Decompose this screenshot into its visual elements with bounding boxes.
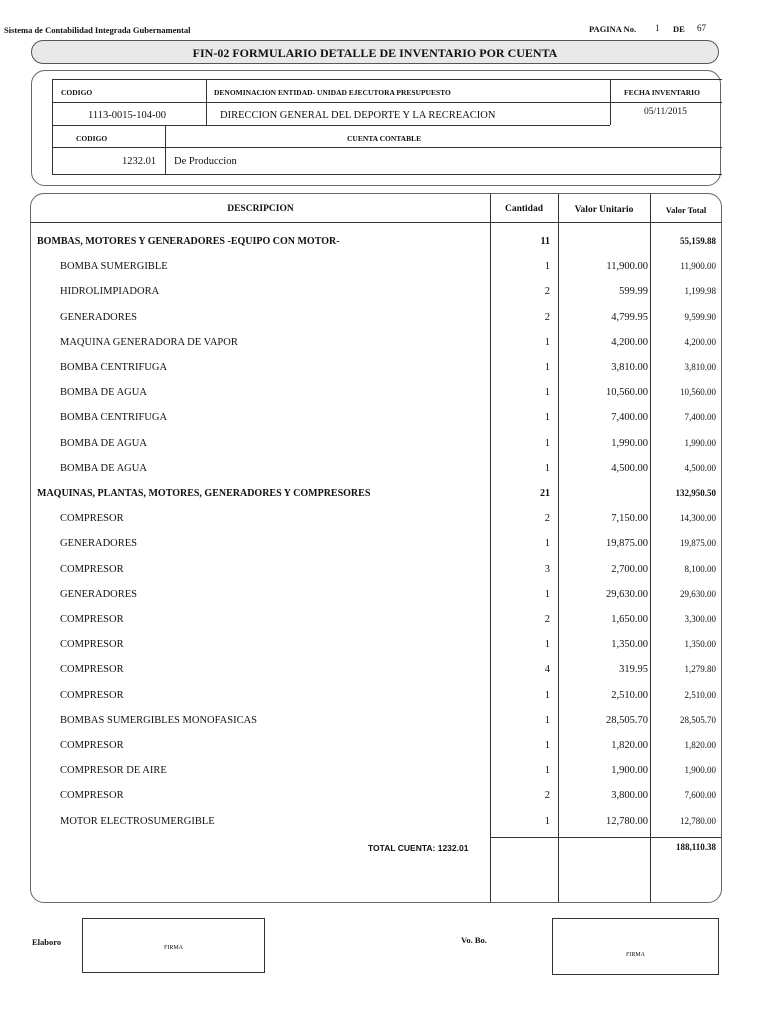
item-quantity: 1 — [544, 765, 550, 777]
item-description: BOMBA DE AGUA — [60, 437, 147, 449]
item-quantity: 2 — [544, 614, 550, 625]
item-unit-value: 1,990.00 — [611, 437, 648, 449]
form-title: FIN-02 FORMULARIO DETALLE DE INVENTARIO POR CUENTA — [192, 46, 558, 60]
item-quantity: 4 — [544, 664, 550, 676]
grid-line — [52, 79, 610, 80]
item-quantity: 3 — [544, 563, 550, 575]
prepared-by-label: Elaboro — [32, 937, 62, 947]
item-total-value: 7,600.00 — [684, 790, 716, 801]
account-total-label: TOTAL CUENTA: 1232.01 — [368, 843, 469, 853]
page-of-label: DE — [673, 24, 685, 34]
item-total-value: 1,820.00 — [684, 740, 716, 750]
account-code-label: CODIGO — [76, 134, 108, 143]
item-description: COMPRESOR — [60, 513, 124, 525]
table-row — [0, 538, 770, 563]
item-quantity: 1 — [544, 689, 550, 701]
table-row — [0, 715, 770, 740]
item-total-value: 3,810.00 — [684, 362, 716, 372]
item-unit-value: 3,810.00 — [611, 362, 648, 373]
item-quantity: 1 — [544, 815, 550, 827]
signature-caption: FIRMA — [625, 952, 645, 958]
item-quantity: 1 — [544, 387, 550, 399]
item-total-value: 1,990.00 — [684, 437, 716, 448]
item-unit-value: 10,560.00 — [606, 387, 648, 399]
item-total-value: 3,300.00 — [684, 614, 716, 624]
grid-line — [52, 147, 722, 148]
approved-by-label: Vo. Bo. — [461, 935, 487, 945]
column-header-unit-value: Valor Unitario — [574, 205, 634, 215]
page-label: PAGINA No. — [589, 24, 637, 34]
item-total-value: 132,950.50 — [675, 488, 716, 498]
item-description: HIDROLIMPIADORA — [60, 286, 160, 298]
table-row — [0, 387, 770, 412]
item-unit-value: 28,505.70 — [606, 714, 648, 726]
item-description: COMPRESOR — [60, 790, 124, 802]
item-total-value: 4,500.00 — [684, 462, 716, 473]
item-quantity: 1 — [544, 462, 550, 474]
column-header-description: DESCRIPCION — [227, 204, 294, 214]
account-code: 1232.01 — [122, 156, 157, 167]
table-row — [0, 639, 770, 664]
item-quantity: 21 — [540, 488, 550, 499]
grid-line — [52, 174, 722, 175]
page-number: 1 — [655, 23, 660, 33]
column-header-total-value: Valor Total — [665, 205, 707, 215]
item-unit-value: 2,700.00 — [611, 563, 648, 575]
item-description: COMPRESOR DE AIRE — [60, 765, 167, 777]
entity-code-label: CODIGO — [61, 88, 93, 97]
item-total-value: 29,630.00 — [680, 588, 716, 599]
entity-name: DIRECCION GENERAL DEL DEPORTE Y LA RECREACION — [220, 110, 496, 121]
table-row — [0, 261, 770, 286]
item-quantity: 1 — [544, 412, 550, 424]
grid-line — [52, 79, 53, 174]
item-quantity: 1 — [544, 714, 550, 726]
item-description: MAQUINAS, PLANTAS, MOTORES, GENERADORES Y COMPRESORES — [37, 488, 371, 499]
item-total-value: 1,279.80 — [684, 664, 716, 675]
account-total-value: 188,110.38 — [675, 842, 716, 852]
signature-caption: FIRMA — [163, 945, 183, 951]
item-total-value: 1,900.00 — [684, 765, 716, 776]
item-unit-value: 1,820.00 — [611, 740, 648, 751]
item-description: GENERADORES — [60, 588, 138, 600]
item-total-value: 11,900.00 — [680, 261, 716, 272]
item-description: MOTOR ELECTROSUMERGIBLE — [60, 815, 215, 827]
account-name: De Produccion — [174, 156, 237, 167]
grid-line — [52, 102, 722, 103]
item-unit-value: 2,510.00 — [611, 689, 648, 701]
item-total-value: 2,510.00 — [684, 689, 716, 700]
item-description: BOMBA DE AGUA — [60, 387, 147, 399]
item-description: BOMBAS SUMERGIBLES MONOFASICAS — [60, 714, 258, 726]
item-quantity: 2 — [544, 790, 550, 802]
item-description: COMPRESOR — [60, 740, 124, 751]
item-quantity: 2 — [544, 311, 550, 323]
item-quantity: 11 — [540, 236, 550, 247]
inventory-date: 05/11/2015 — [644, 107, 687, 117]
header-divider — [31, 222, 721, 223]
table-row — [0, 564, 770, 589]
item-quantity: 1 — [544, 336, 550, 348]
item-unit-value: 7,400.00 — [611, 412, 648, 424]
table-row — [0, 438, 770, 463]
table-row — [0, 790, 770, 815]
item-total-value: 1,199.98 — [684, 286, 716, 297]
item-description: COMPRESOR — [60, 614, 124, 625]
item-unit-value: 11,900.00 — [606, 261, 648, 273]
column-header-quantity: Cantidad — [504, 204, 543, 214]
item-unit-value: 3,800.00 — [611, 790, 648, 802]
item-description: MAQUINA GENERADORA DE VAPOR — [60, 336, 238, 348]
table-row — [0, 589, 770, 614]
category-row — [0, 236, 770, 261]
system-name: Sistema de Contabilidad Integrada Gubernamental — [4, 25, 191, 35]
item-description: BOMBA CENTRIFUGA — [60, 362, 168, 373]
item-total-value: 19,875.00 — [680, 538, 716, 549]
page-total: 67 — [697, 23, 706, 33]
table-row — [0, 690, 770, 715]
table-row — [0, 337, 770, 362]
item-quantity: 2 — [544, 286, 550, 298]
item-unit-value: 7,150.00 — [611, 513, 648, 525]
account-name-label: CUENTA CONTABLE — [347, 134, 422, 143]
item-quantity: 2 — [544, 513, 550, 525]
item-total-value: 4,200.00 — [684, 336, 716, 347]
item-quantity: 1 — [544, 261, 550, 273]
item-total-value: 7,400.00 — [684, 412, 716, 423]
item-unit-value: 4,500.00 — [611, 462, 648, 474]
item-quantity: 1 — [544, 588, 550, 600]
entity-name-label: DENOMINACION ENTIDAD- UNIDAD EJECUTORA PRESUPUESTO — [214, 88, 451, 97]
table-row — [0, 362, 770, 387]
item-description: GENERADORES — [60, 538, 138, 550]
item-quantity: 1 — [544, 437, 550, 449]
table-row — [0, 664, 770, 689]
item-total-value: 14,300.00 — [680, 513, 716, 524]
table-row — [0, 816, 770, 841]
item-total-value: 8,100.00 — [684, 563, 716, 574]
entity-code: 1113-0015-104-00 — [88, 110, 166, 121]
item-unit-value: 319.95 — [619, 664, 648, 676]
item-unit-value: 599.99 — [619, 286, 648, 298]
item-total-value: 10,560.00 — [680, 387, 716, 398]
grid-line — [52, 125, 610, 126]
item-unit-value: 4,200.00 — [611, 336, 648, 348]
item-description: BOMBA SUMERGIBLE — [60, 261, 168, 273]
item-unit-value: 1,650.00 — [611, 614, 648, 625]
table-row — [0, 614, 770, 639]
item-unit-value: 4,799.95 — [611, 311, 648, 323]
item-quantity: 1 — [544, 362, 550, 373]
item-description: COMPRESOR — [60, 639, 124, 651]
table-row — [0, 412, 770, 437]
item-unit-value: 12,780.00 — [606, 815, 648, 827]
item-description: COMPRESOR — [60, 563, 124, 575]
inventory-date-label: FECHA INVENTARIO — [624, 88, 700, 97]
item-total-value: 1,350.00 — [684, 639, 716, 650]
item-description: GENERADORES — [60, 311, 138, 323]
item-description: BOMBA CENTRIFUGA — [60, 412, 168, 424]
item-unit-value: 29,630.00 — [606, 588, 648, 600]
grid-line — [610, 79, 722, 80]
table-row — [0, 463, 770, 488]
item-unit-value: 19,875.00 — [606, 538, 648, 550]
grid-line — [165, 125, 166, 174]
item-total-value: 55,159.88 — [680, 236, 716, 246]
table-row — [0, 765, 770, 790]
item-total-value: 12,780.00 — [680, 815, 716, 826]
item-unit-value: 1,350.00 — [611, 639, 648, 651]
item-description: COMPRESOR — [60, 689, 124, 701]
table-row — [0, 513, 770, 538]
item-description: BOMBA DE AGUA — [60, 462, 147, 474]
item-description: BOMBAS, MOTORES Y GENERADORES -EQUIPO CON MOTOR- — [37, 236, 340, 247]
table-row — [0, 740, 770, 765]
category-row — [0, 488, 770, 513]
item-quantity: 1 — [544, 639, 550, 651]
item-unit-value: 1,900.00 — [611, 765, 648, 777]
approved-by-signature-box — [552, 918, 719, 975]
item-quantity: 1 — [544, 740, 550, 751]
table-row — [0, 312, 770, 337]
item-description: COMPRESOR — [60, 664, 124, 676]
item-quantity: 1 — [544, 538, 550, 550]
form-title-bar — [31, 40, 719, 64]
prepared-by-signature-box — [82, 918, 265, 973]
item-total-value: 9,599.90 — [684, 311, 716, 322]
item-total-value: 28,505.70 — [680, 714, 716, 725]
table-row — [0, 286, 770, 311]
